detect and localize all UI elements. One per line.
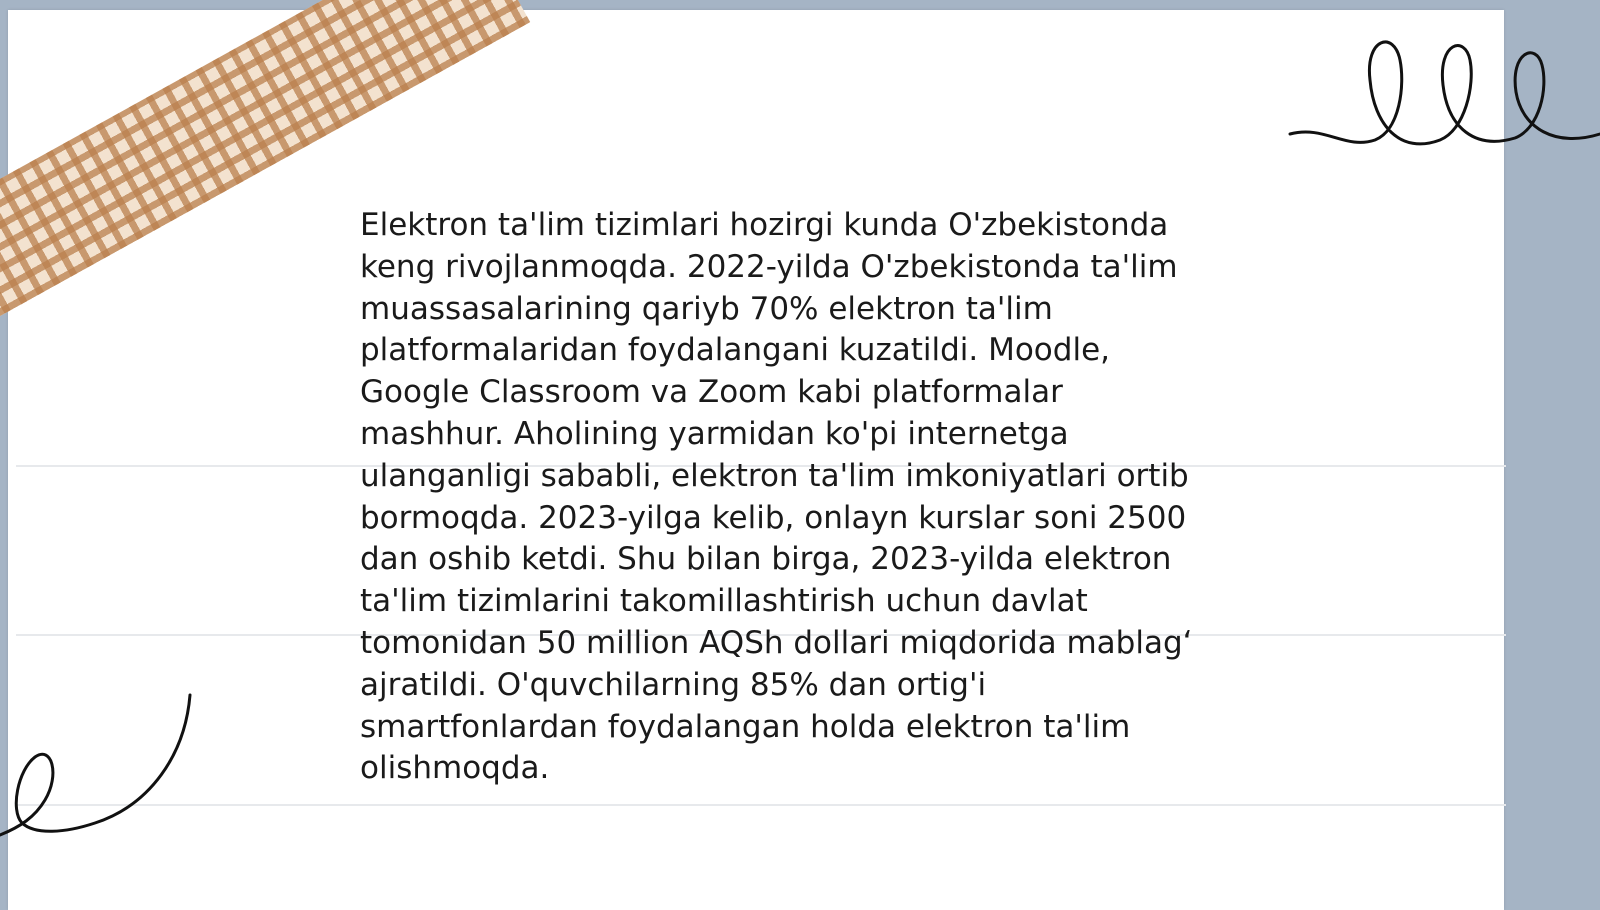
body-paragraph: Elektron ta'lim tizimlari hozirgi kunda O'zbekistonda keng rivojlanmoqda. 2022-yilda O'zbekistonda ta'lim muassasalarining qariyb 70% elektron ta'lim platformalaridan foydalangani kuzatildi. Moodle, Google Classroom va Zoom kabi platformalar mashhur. Aholining yarmidan ko'pi internetga ulanganligi sababli, elektron ta'lim imkoniyatlari ortib bormoqda. 2023-yilga kelib, onlayn kurslar soni 2500 dan oshib ketdi. Shu bilan birga, 2023-yilda elektron ta'lim tizimlarini takomillashtirish uchun davlat tomonidan 50 million AQSh dollari miqdorida mablag‘ ajratildi. O'quvchilarning 85% dan ortig'i smartfonlardan foydalangan holda elektron ta'lim olishmoqda. [360, 207, 1193, 787]
top-right-scribble-icon [1290, 30, 1600, 170]
ruled-line [16, 804, 1506, 806]
bottom-left-scribble-icon [0, 695, 200, 855]
